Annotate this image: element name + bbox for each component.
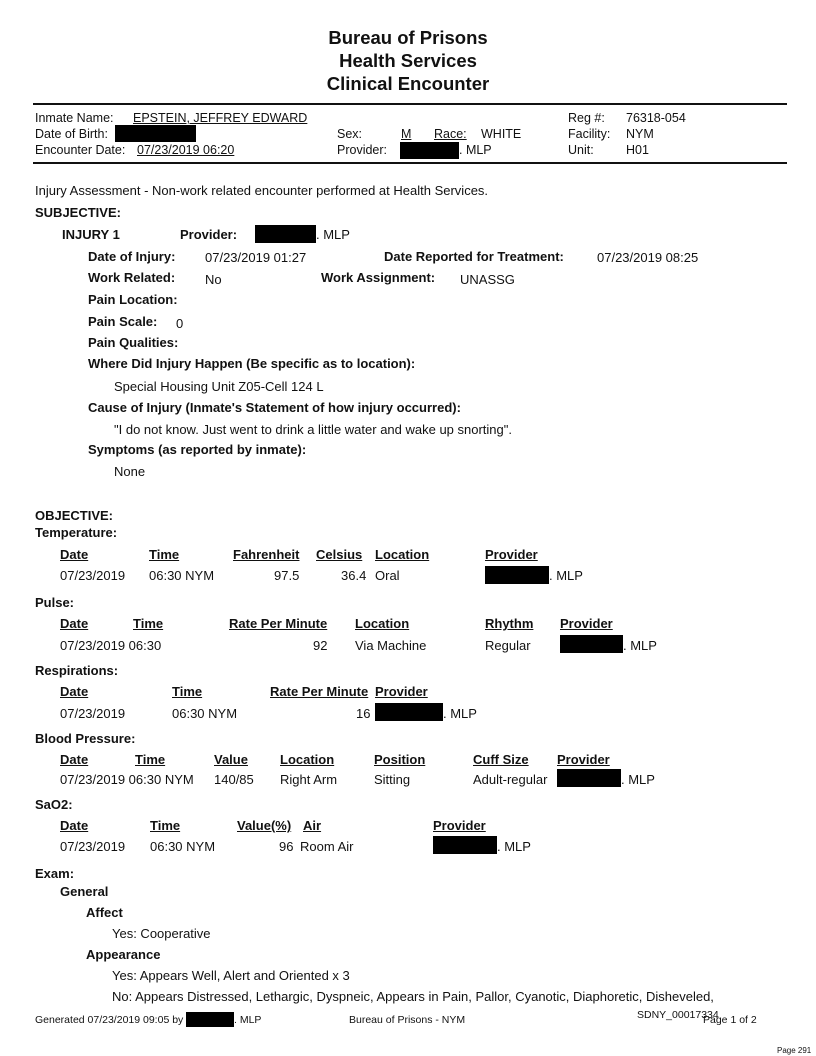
facility-label: Facility: <box>568 127 611 141</box>
exam-heading: Exam: <box>35 866 75 881</box>
pain-scale-label: Pain Scale: <box>88 314 158 329</box>
blood-pressure-label: Blood Pressure: <box>35 731 136 746</box>
symptoms-value: None <box>114 464 146 479</box>
bates-number: SDNY_00017334 <box>637 1009 719 1021</box>
bp-row-cuff: Adult-regular <box>473 772 548 787</box>
pulse-row-datetime: 07/23/2019 06:30 <box>60 638 162 653</box>
temp-header-date: Date <box>60 547 89 562</box>
subjective-heading: SUBJECTIVE: <box>35 205 121 220</box>
bp-header-value: Value <box>214 752 248 767</box>
injury-provider-suffix: . MLP <box>316 227 350 242</box>
bp-header-provider: Provider <box>557 752 610 767</box>
footer-center: Bureau of Prisons - NYM <box>349 1014 466 1026</box>
bp-provider-redaction <box>557 769 621 787</box>
temperature-label: Temperature: <box>35 525 118 540</box>
date-reported-label: Date Reported for Treatment: <box>384 249 564 264</box>
resp-provider-redaction <box>375 703 443 721</box>
bp-header-cuff: Cuff Size <box>473 752 529 767</box>
pulse-provider-redaction <box>560 635 623 653</box>
temp-row-provider: . MLP <box>549 568 583 583</box>
appearance-yes: Yes: Appears Well, Alert and Oriented x 3 <box>112 968 350 983</box>
pulse-label: Pulse: <box>35 595 75 610</box>
temp-provider-redaction <box>485 566 549 584</box>
encounter-date-value: 07/23/2019 06:20 <box>137 143 235 157</box>
title-health-services: Health Services <box>339 50 477 71</box>
temp-row-celsius: 36.4 <box>341 568 367 583</box>
sao2-row-date: 07/23/2019 <box>60 839 126 854</box>
work-related-value: No <box>205 272 222 287</box>
page-number: Page 1 of 2 <box>703 1014 757 1026</box>
temp-row-location: Oral <box>375 568 400 583</box>
resp-header-date: Date <box>60 684 89 699</box>
bp-row-datetime: 07/23/2019 06:30 NYM <box>60 772 194 787</box>
temp-header-location: Location <box>375 547 430 562</box>
resp-row-provider: . MLP <box>443 706 477 721</box>
pulse-header-rhythm: Rhythm <box>485 616 534 631</box>
sao2-label: SaO2: <box>35 797 73 812</box>
bp-header-position: Position <box>374 752 426 767</box>
sao2-row-provider: . MLP <box>497 839 531 854</box>
date-reported-value: 07/23/2019 08:25 <box>597 250 699 265</box>
provider-label: Provider: <box>337 143 388 157</box>
sao2-row-time: 06:30 NYM <box>150 839 216 854</box>
exam-general: General <box>60 884 109 899</box>
footer-redaction <box>186 1012 234 1027</box>
pulse-header-date: Date <box>60 616 89 631</box>
temp-header-celsius: Celsius <box>316 547 363 562</box>
dob-label: Date of Birth: <box>35 127 108 141</box>
bp-header-location: Location <box>280 752 335 767</box>
sao2-header-value: Value(%) <box>237 818 292 833</box>
pulse-header-provider: Provider <box>560 616 613 631</box>
sao2-provider-redaction <box>433 836 497 854</box>
resp-header-provider: Provider <box>375 684 428 699</box>
affect-label: Affect <box>86 905 123 920</box>
assessment-intro: Injury Assessment - Non-work related encounter performed at Health Services. <box>35 183 489 198</box>
title-bureau: Bureau of Prisons <box>328 27 488 48</box>
bp-row-position: Sitting <box>374 772 411 787</box>
temp-header-time: Time <box>149 547 180 562</box>
sao2-header-time: Time <box>150 818 181 833</box>
symptoms-label: Symptoms (as reported by inmate): <box>88 442 307 457</box>
reg-value: 76318-054 <box>626 111 686 125</box>
page-corner-number: Page 291 <box>777 1046 812 1055</box>
pain-location-label: Pain Location: <box>88 292 178 307</box>
appearance-no: No: Appears Distressed, Lethargic, Dyspneic, Appears in Pain, Pallor, Cyanotic, Diaphoretic, Disheveled, <box>112 989 714 1004</box>
resp-row-rate: 16 <box>356 706 371 721</box>
injury-provider-label: Provider: <box>180 227 238 242</box>
sex-value: M <box>401 127 412 141</box>
sao2-row-value: 96 <box>279 839 294 854</box>
bp-row-value: 140/85 <box>214 772 254 787</box>
pulse-row-provider: . MLP <box>623 638 657 653</box>
pulse-header-rate: Rate Per Minute <box>229 616 328 631</box>
where-label: Where Did Injury Happen (Be specific as to location): <box>88 356 416 371</box>
temp-header-provider: Provider <box>485 547 538 562</box>
resp-row-time: 06:30 NYM <box>172 706 238 721</box>
injury-provider-redaction <box>255 225 316 243</box>
date-injury-label: Date of Injury: <box>88 249 176 264</box>
unit-label: Unit: <box>568 143 594 157</box>
appearance-label: Appearance <box>86 947 161 962</box>
inmate-name-value: EPSTEIN, JEFFREY EDWARD <box>133 111 308 125</box>
header-top-rule <box>33 103 787 105</box>
injury-label: INJURY 1 <box>62 227 120 242</box>
cause-label: Cause of Injury (Inmate's Statement of how injury occurred): <box>88 400 461 415</box>
facility-value: NYM <box>626 127 654 141</box>
cause-value: "I do not know. Just went to drink a little water and wake up snorting". <box>114 422 512 437</box>
resp-header-time: Time <box>172 684 203 699</box>
work-assignment-label: Work Assignment: <box>321 270 436 285</box>
respirations-label: Respirations: <box>35 663 119 678</box>
bp-header-date: Date <box>60 752 89 767</box>
provider-redaction <box>400 142 459 159</box>
bp-header-time: Time <box>135 752 166 767</box>
pulse-header-location: Location <box>355 616 410 631</box>
footer-generated-suffix: . MLP <box>234 1014 262 1026</box>
date-injury-value: 07/23/2019 01:27 <box>205 250 307 265</box>
temp-header-fahrenheit: Fahrenheit <box>233 547 300 562</box>
pulse-row-location: Via Machine <box>355 638 427 653</box>
objective-heading: OBJECTIVE: <box>35 508 114 523</box>
unit-value: H01 <box>626 143 649 157</box>
work-related-label: Work Related: <box>88 270 176 285</box>
temp-row-time: 06:30 NYM <box>149 568 215 583</box>
temp-row-date: 07/23/2019 <box>60 568 126 583</box>
pain-scale-value: 0 <box>176 316 184 331</box>
sex-label: Sex: <box>337 127 363 141</box>
bp-row-provider: . MLP <box>621 772 655 787</box>
race-label: Race: <box>434 127 467 141</box>
sao2-header-air: Air <box>303 818 322 833</box>
inmate-name-label: Inmate Name: <box>35 111 114 125</box>
encounter-date-label: Encounter Date: <box>35 143 126 157</box>
sao2-row-air: Room Air <box>300 839 354 854</box>
provider-suffix: . MLP <box>459 143 492 157</box>
where-value: Special Housing Unit Z05-Cell 124 L <box>114 379 324 394</box>
pulse-row-rate: 92 <box>313 638 328 653</box>
work-assignment-value: UNASSG <box>460 272 515 287</box>
header-bottom-rule <box>33 162 787 164</box>
title-clinical-encounter: Clinical Encounter <box>326 73 490 94</box>
race-value: WHITE <box>481 127 522 141</box>
footer-generated: Generated 07/23/2019 09:05 by <box>35 1014 184 1026</box>
resp-row-date: 07/23/2019 <box>60 706 126 721</box>
pulse-header-time: Time <box>133 616 164 631</box>
resp-header-rate: Rate Per Minute <box>270 684 369 699</box>
bp-row-location: Right Arm <box>280 772 338 787</box>
sao2-header-provider: Provider <box>433 818 486 833</box>
pulse-row-rhythm: Regular <box>485 638 531 653</box>
dob-redaction <box>115 125 196 142</box>
affect-value: Yes: Cooperative <box>112 926 211 941</box>
reg-label: Reg #: <box>568 111 605 125</box>
sao2-header-date: Date <box>60 818 89 833</box>
pain-qualities-label: Pain Qualities: <box>88 335 179 350</box>
temp-row-fahrenheit: 97.5 <box>274 568 300 583</box>
